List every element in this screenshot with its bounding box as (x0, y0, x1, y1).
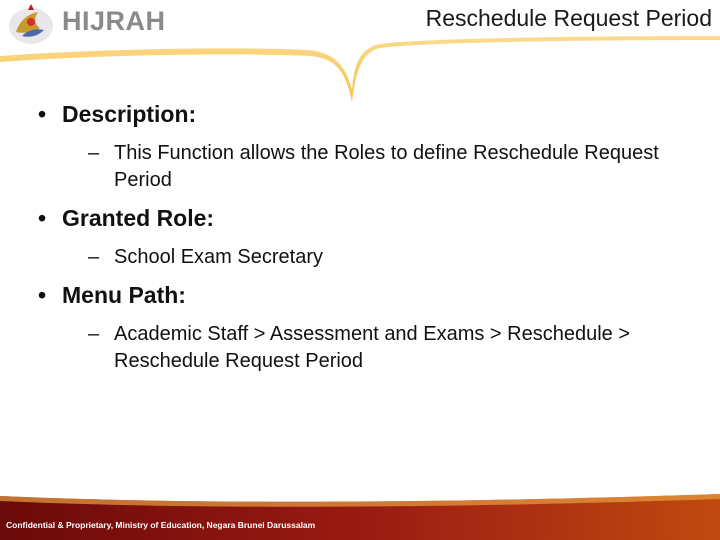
bullet-icon: • (38, 282, 47, 308)
section-menu-path-item (88, 321, 698, 375)
bullet-icon: • (38, 205, 47, 231)
crest-icon (4, 2, 58, 46)
bullet-icon: • (38, 101, 47, 127)
logo-wordmark: HIJRAH (62, 6, 166, 36)
dash-icon: – (88, 323, 100, 345)
heading-text: Granted Role: (62, 205, 215, 231)
heading-text: Menu Path: (62, 282, 186, 308)
item-text: School Exam Secretary (114, 246, 323, 268)
section-granted-role-item (88, 244, 698, 271)
footer-confidential-text: Confidential & Proprietary, Ministry of Education, Negara Brunei Darussalam (6, 520, 316, 530)
item-text: This Function allows the Roles to define Reschedule Request Period (114, 142, 659, 191)
item-text: Academic Staff > Assessment and Exams > Reschedule > Reschedule Request Period (114, 323, 631, 372)
hijrah-logo (4, 2, 164, 46)
footer-wave-band (0, 490, 720, 540)
dash-icon: – (88, 246, 100, 268)
section-granted-role-heading (38, 202, 698, 234)
dash-icon: – (88, 142, 100, 164)
slide-content (38, 98, 698, 375)
section-description-heading (38, 98, 698, 130)
section-menu-path-heading (38, 279, 698, 311)
heading-text: Description: (62, 101, 197, 127)
section-description-item (88, 140, 698, 194)
slide-title: Reschedule Request Period (425, 5, 712, 31)
